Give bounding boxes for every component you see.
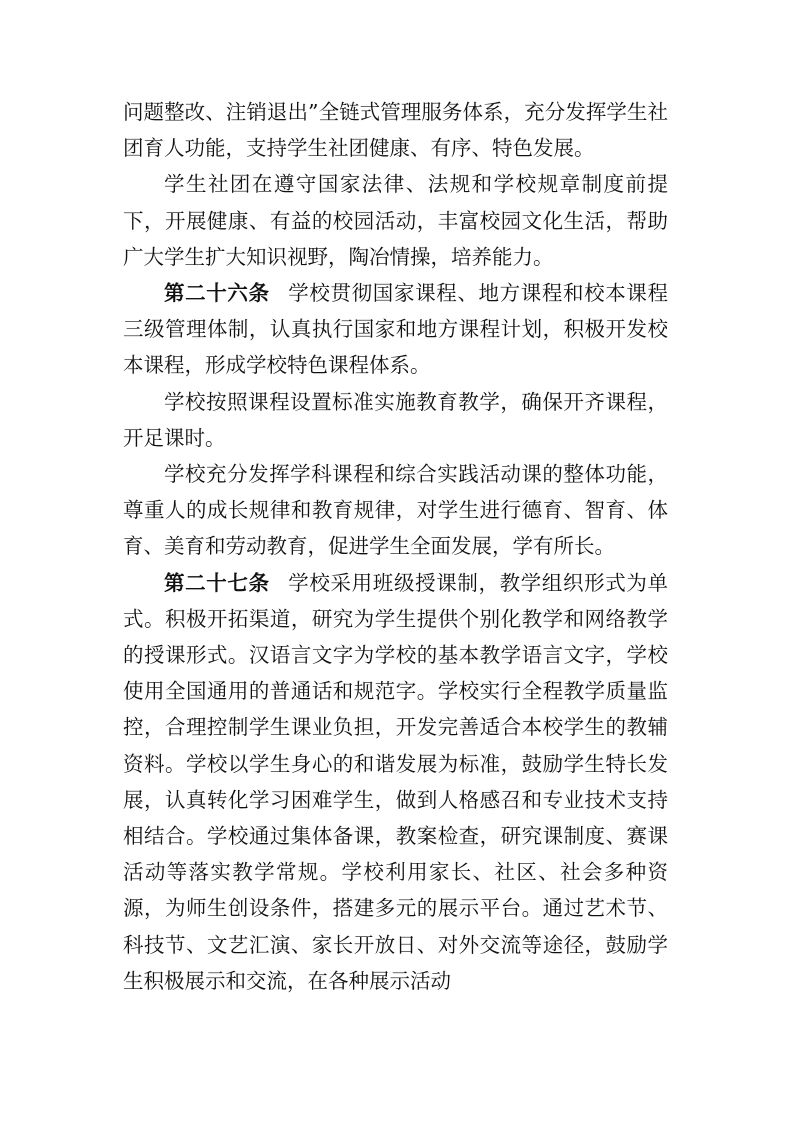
article-26-paragraph — [123, 275, 668, 384]
paragraph-continued — [123, 94, 668, 166]
article-27-text: 学校采用班级授课制，教学组织形式为单式。积极开拓渠道，研究为学生提供个别化教学和网络教学的授课形式。汉语言文字为学校的基本教学语言文字，学校使用全国通用的普通话和规范字。学校实行全程教学质量监控，合理控制学生课业负担，开发完善适合本校学生的教辅资料。学校以学生身心的和谐发展为标准，鼓励学生特长发展，认真转化学习困难学生，做到人格感召和专业技术支持相结合。学校通过集体备课，教案检查，研究课制度、赛课活动等落实教学常规。学校利用家长、社区、社会多种资源，为师生创设条件，搭建多元的展示平台。通过艺术节、科技节、文艺汇演、家长开放日、对外交流等途径，鼓励学生积极展示和交流，在各种展示活动 — [123, 570, 669, 993]
paragraph-text: 学校按照课程设置标准实施教育教学，确保开齐课程，开足课时。 — [123, 389, 668, 450]
paragraph-student-clubs — [123, 166, 668, 275]
paragraph-text: 问题整改、注销退出”全链式管理服务体系，充分发挥学生社团育人功能，支持学生社团健康、有序、特色发展。 — [123, 100, 668, 161]
article-26-heading: 第二十六条 — [164, 281, 270, 306]
article-27-heading: 第二十七条 — [164, 570, 270, 595]
article-27-paragraph — [123, 565, 668, 999]
article-26-text: 学校贯彻国家课程、地方课程和校本课程三级管理体制，认真执行国家和地方课程计划，积极开发校本课程，形成学校特色课程体系。 — [123, 281, 669, 378]
paragraph-text: 学校充分发挥学科课程和综合实践活动课的整体功能，尊重人的成长规律和教育规律，对学生进行德育、智育、体育、美育和劳动教育，促进学生全面发展，学有所长。 — [123, 462, 668, 559]
document-body — [123, 94, 668, 999]
paragraph-curriculum-function — [123, 456, 668, 565]
paragraph-curriculum-standard — [123, 384, 668, 456]
paragraph-text: 学生社团在遵守国家法律、法规和学校规章制度前提下，开展健康、有益的校园活动，丰富校园文化生活，帮助广大学生扩大知识视野，陶冶情操，培养能力。 — [123, 172, 668, 269]
